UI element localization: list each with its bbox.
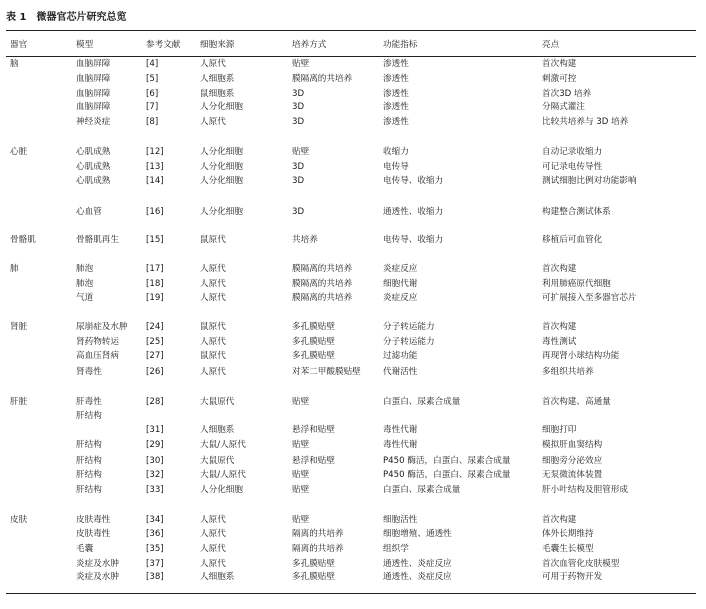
table-title: [6, 8, 126, 23]
cell-model: 气道: [76, 293, 94, 303]
cell-culture: 3D: [292, 89, 305, 99]
cell-cell-source: 鼠原代: [200, 322, 226, 332]
cell-cell-source: 人原代: [200, 337, 226, 347]
cell-reference: [37]: [146, 559, 164, 569]
cell-model: 皮肤毒性: [76, 529, 111, 539]
cell-function: 白蛋白、尿素合成量: [383, 397, 461, 407]
cell-function: 代谢活性: [383, 367, 418, 377]
cell-function: 渗透性: [383, 74, 409, 84]
cell-reference: [5]: [146, 74, 159, 84]
cell-cell-source: 人原代: [200, 544, 226, 554]
cell-model: 炎症及水肿: [76, 572, 119, 582]
cell-reference: [31]: [146, 425, 164, 435]
cell-model: 肾药物转运: [76, 337, 119, 347]
cell-model: 尿崩症及水肿: [76, 322, 128, 332]
cell-model: 心血管: [76, 207, 102, 217]
cell-culture: 膜隔离的共培养: [292, 293, 353, 303]
cell-reference: [30]: [146, 456, 164, 466]
cell-reference: [29]: [146, 440, 164, 450]
cell-organ: 心脏: [10, 147, 28, 157]
cell-reference: [33]: [146, 485, 164, 495]
cell-model: 毛囊: [76, 544, 94, 554]
cell-model: 血脑屏障: [76, 59, 111, 69]
cell-cell-source: 人细胞系: [200, 74, 235, 84]
cell-highlight: 利用肺癌原代细胞: [542, 279, 611, 289]
cell-function: 白蛋白、尿素合成量: [383, 485, 461, 495]
cell-culture: 对苯二甲酸膜贴壁: [292, 367, 361, 377]
cell-highlight: 首次构建: [542, 322, 577, 332]
cell-reference: [12]: [146, 147, 164, 157]
cell-function: 渗透性: [383, 117, 409, 127]
cell-organ: 皮肤: [10, 515, 28, 525]
cell-model: 血脑屏障: [76, 89, 111, 99]
cell-highlight: 分隔式灌注: [542, 102, 585, 112]
cell-cell-source: 人原代: [200, 515, 226, 525]
cell-culture: 多孔膜贴壁: [292, 322, 335, 332]
cell-cell-source: 大鼠/人原代: [200, 440, 246, 450]
cell-highlight: 首次构建: [542, 515, 577, 525]
cell-model: 血脑屏障: [76, 74, 111, 84]
cell-reference: [18]: [146, 279, 164, 289]
cell-function: 电传导、收缩力: [383, 176, 444, 186]
cell-model: 肝毒性: [76, 397, 102, 407]
header-function: 功能指标: [383, 40, 418, 50]
header-model: 模型: [76, 40, 94, 50]
cell-cell-source: 鼠细胞系: [200, 89, 235, 99]
cell-reference: [28]: [146, 397, 164, 407]
cell-highlight: 首次血管化皮肤模型: [542, 559, 620, 569]
cell-highlight: 首次构建、高通量: [542, 397, 611, 407]
cell-function: 渗透性: [383, 59, 409, 69]
cell-highlight: 刺激可控: [542, 74, 577, 84]
cell-highlight: 细胞打印: [542, 425, 577, 435]
cell-reference: [16]: [146, 207, 164, 217]
cell-reference: [7]: [146, 102, 159, 112]
cell-model: 神经炎症: [76, 117, 111, 127]
cell-cell-source: 人原代: [200, 529, 226, 539]
cell-function: 组织学: [383, 544, 409, 554]
cell-cell-source: 人原代: [200, 117, 226, 127]
cell-culture: 3D: [292, 176, 305, 186]
cell-culture: 悬浮和贴壁: [292, 456, 335, 466]
cell-culture: 贴壁: [292, 440, 310, 450]
cell-highlight: 多组织共培养: [542, 367, 594, 377]
cell-highlight: 毒性测试: [542, 337, 577, 347]
cell-model: 肾毒性: [76, 367, 102, 377]
cell-function: 渗透性: [383, 89, 409, 99]
cell-reference: [34]: [146, 515, 164, 525]
cell-reference: [4]: [146, 59, 159, 69]
cell-organ: 骨骼肌: [10, 235, 36, 245]
header-culture: 培养方式: [292, 40, 327, 50]
cell-highlight: 自动记录收缩力: [542, 147, 603, 157]
cell-model: 皮肤毒性: [76, 515, 111, 525]
cell-reference: [32]: [146, 470, 164, 480]
cell-culture: 贴壁: [292, 397, 310, 407]
cell-culture: 悬浮和贴壁: [292, 425, 335, 435]
cell-culture: 3D: [292, 102, 305, 112]
cell-cell-source: 人原代: [200, 279, 226, 289]
cell-highlight: 构建整合测试体系: [542, 207, 611, 217]
cell-highlight: 首次3D 培养: [542, 89, 592, 99]
cell-reference: [35]: [146, 544, 164, 554]
cell-cell-source: 人原代: [200, 367, 226, 377]
cell-culture: 多孔膜贴壁: [292, 337, 335, 347]
cell-function: P450 酶活，白蛋白、尿素合成量: [383, 470, 511, 480]
cell-culture: 膜隔离的共培养: [292, 74, 353, 84]
cell-model: 肺泡: [76, 264, 94, 274]
cell-highlight: 肝小叶结构及胆管形成: [542, 485, 628, 495]
cell-culture: 隔离的共培养: [292, 544, 344, 554]
cell-highlight: 毛囊生长模型: [542, 544, 594, 554]
cell-organ: 肺: [10, 264, 19, 274]
cell-culture: 多孔膜贴壁: [292, 559, 335, 569]
cell-reference: [13]: [146, 162, 164, 172]
header-rule: [6, 56, 696, 57]
cell-cell-source: 大鼠/人原代: [200, 470, 246, 480]
cell-model: 肝结构: [76, 456, 102, 466]
cell-highlight: 测试细胞比例对功能影响: [542, 176, 637, 186]
cell-cell-source: 人分化细胞: [200, 162, 243, 172]
cell-reference: [17]: [146, 264, 164, 274]
cell-culture: 3D: [292, 207, 305, 217]
cell-cell-source: 人分化细胞: [200, 176, 243, 186]
cell-model: 肝结构: [76, 485, 102, 495]
cell-model: 肺泡: [76, 279, 94, 289]
cell-function: 毒性代谢: [383, 425, 418, 435]
cell-cell-source: 人分化细胞: [200, 102, 243, 112]
cell-culture: 贴壁: [292, 470, 310, 480]
bottom-rule: [6, 593, 696, 594]
cell-highlight: 模拟肝血窦结构: [542, 440, 603, 450]
cell-function: 电传导: [383, 162, 409, 172]
cell-cell-source: 人分化细胞: [200, 485, 243, 495]
cell-highlight: 无泵微流体装置: [542, 470, 603, 480]
cell-cell-source: 人分化细胞: [200, 147, 243, 157]
cell-highlight: 细胞旁分泌效应: [542, 456, 603, 466]
cell-model: 肝结构: [76, 470, 102, 480]
cell-reference: [6]: [146, 89, 159, 99]
cell-culture: 多孔膜贴壁: [292, 572, 335, 582]
cell-function: 通透性、收缩力: [383, 207, 444, 217]
cell-reference: [38]: [146, 572, 164, 582]
cell-model: 骨骼肌再生: [76, 235, 119, 245]
cell-model: 心肌成熟: [76, 162, 111, 172]
cell-model: 心肌成熟: [76, 147, 111, 157]
cell-culture: 贴壁: [292, 515, 310, 525]
cell-highlight: 移植后可血管化: [542, 235, 603, 245]
cell-cell-source: 大鼠原代: [200, 456, 235, 466]
cell-cell-source: 人分化细胞: [200, 207, 243, 217]
cell-cell-source: 人细胞系: [200, 425, 235, 435]
cell-reference: [24]: [146, 322, 164, 332]
cell-cell-source: 人原代: [200, 559, 226, 569]
cell-reference: [27]: [146, 351, 164, 361]
cell-model: 肝结构: [76, 440, 102, 450]
cell-reference: [14]: [146, 176, 164, 186]
cell-highlight: 首次构建: [542, 59, 577, 69]
table-label: 表 1: [6, 12, 27, 23]
cell-function: 分子转运能力: [383, 337, 435, 347]
cell-function: 过滤功能: [383, 351, 418, 361]
cell-model: 血脑屏障: [76, 102, 111, 112]
cell-function: 炎症反应: [383, 293, 418, 303]
cell-function: 收缩力: [383, 147, 409, 157]
cell-function: 通透性、炎症反应: [383, 572, 452, 582]
cell-reference: [26]: [146, 367, 164, 377]
cell-function: 毒性代谢: [383, 440, 418, 450]
cell-function: 分子转运能力: [383, 322, 435, 332]
cell-model: 炎症及水肿: [76, 559, 119, 569]
cell-culture: 贴壁: [292, 147, 310, 157]
cell-function: 细胞增殖、通透性: [383, 529, 452, 539]
cell-model: 心肌成熟: [76, 176, 111, 186]
header-reference: 参考文献: [146, 40, 181, 50]
cell-model: 肝结构: [76, 411, 102, 421]
cell-culture: 膜隔离的共培养: [292, 264, 353, 274]
cell-model: 高血压肾病: [76, 351, 119, 361]
cell-culture: 隔离的共培养: [292, 529, 344, 539]
cell-function: 细胞代谢: [383, 279, 418, 289]
cell-cell-source: 人原代: [200, 293, 226, 303]
table-caption: 微器官芯片研究总览: [36, 12, 127, 23]
cell-culture: 共培养: [292, 235, 318, 245]
cell-reference: [19]: [146, 293, 164, 303]
cell-highlight: 可扩展接入至多器官芯片: [542, 293, 637, 303]
cell-culture: 3D: [292, 162, 305, 172]
cell-culture: 多孔膜贴壁: [292, 351, 335, 361]
cell-function: 炎症反应: [383, 264, 418, 274]
header-cell-source: 细胞来源: [200, 40, 235, 50]
cell-reference: [36]: [146, 529, 164, 539]
cell-organ: 脑: [10, 59, 19, 69]
top-rule: [6, 30, 696, 31]
cell-cell-source: 大鼠原代: [200, 397, 235, 407]
cell-function: 电传导、收缩力: [383, 235, 444, 245]
cell-highlight: 首次构建: [542, 264, 577, 274]
cell-highlight: 比较共培养与 3D 培养: [542, 117, 629, 127]
cell-function: 通透性、炎症反应: [383, 559, 452, 569]
cell-function: P450 酶活，白蛋白、尿素合成量: [383, 456, 511, 466]
cell-culture: 贴壁: [292, 59, 310, 69]
cell-cell-source: 鼠原代: [200, 351, 226, 361]
cell-cell-source: 鼠原代: [200, 235, 226, 245]
cell-culture: 膜隔离的共培养: [292, 279, 353, 289]
cell-reference: [15]: [146, 235, 164, 245]
cell-organ: 肝脏: [10, 397, 28, 407]
cell-cell-source: 人细胞系: [200, 572, 235, 582]
cell-organ: 肾脏: [10, 322, 28, 332]
cell-culture: 贴壁: [292, 485, 310, 495]
cell-highlight: 再现肾小球结构功能: [542, 351, 620, 361]
cell-highlight: 体外长期维持: [542, 529, 594, 539]
cell-cell-source: 人原代: [200, 59, 226, 69]
cell-reference: [25]: [146, 337, 164, 347]
cell-function: 细胞活性: [383, 515, 418, 525]
header-organ: 器官: [10, 40, 28, 50]
cell-cell-source: 人原代: [200, 264, 226, 274]
cell-function: 渗透性: [383, 102, 409, 112]
header-highlight: 亮点: [542, 40, 560, 50]
cell-highlight: 可用于药物开发: [542, 572, 603, 582]
cell-reference: [8]: [146, 117, 159, 127]
cell-culture: 3D: [292, 117, 305, 127]
cell-highlight: 可记录电传导性: [542, 162, 603, 172]
